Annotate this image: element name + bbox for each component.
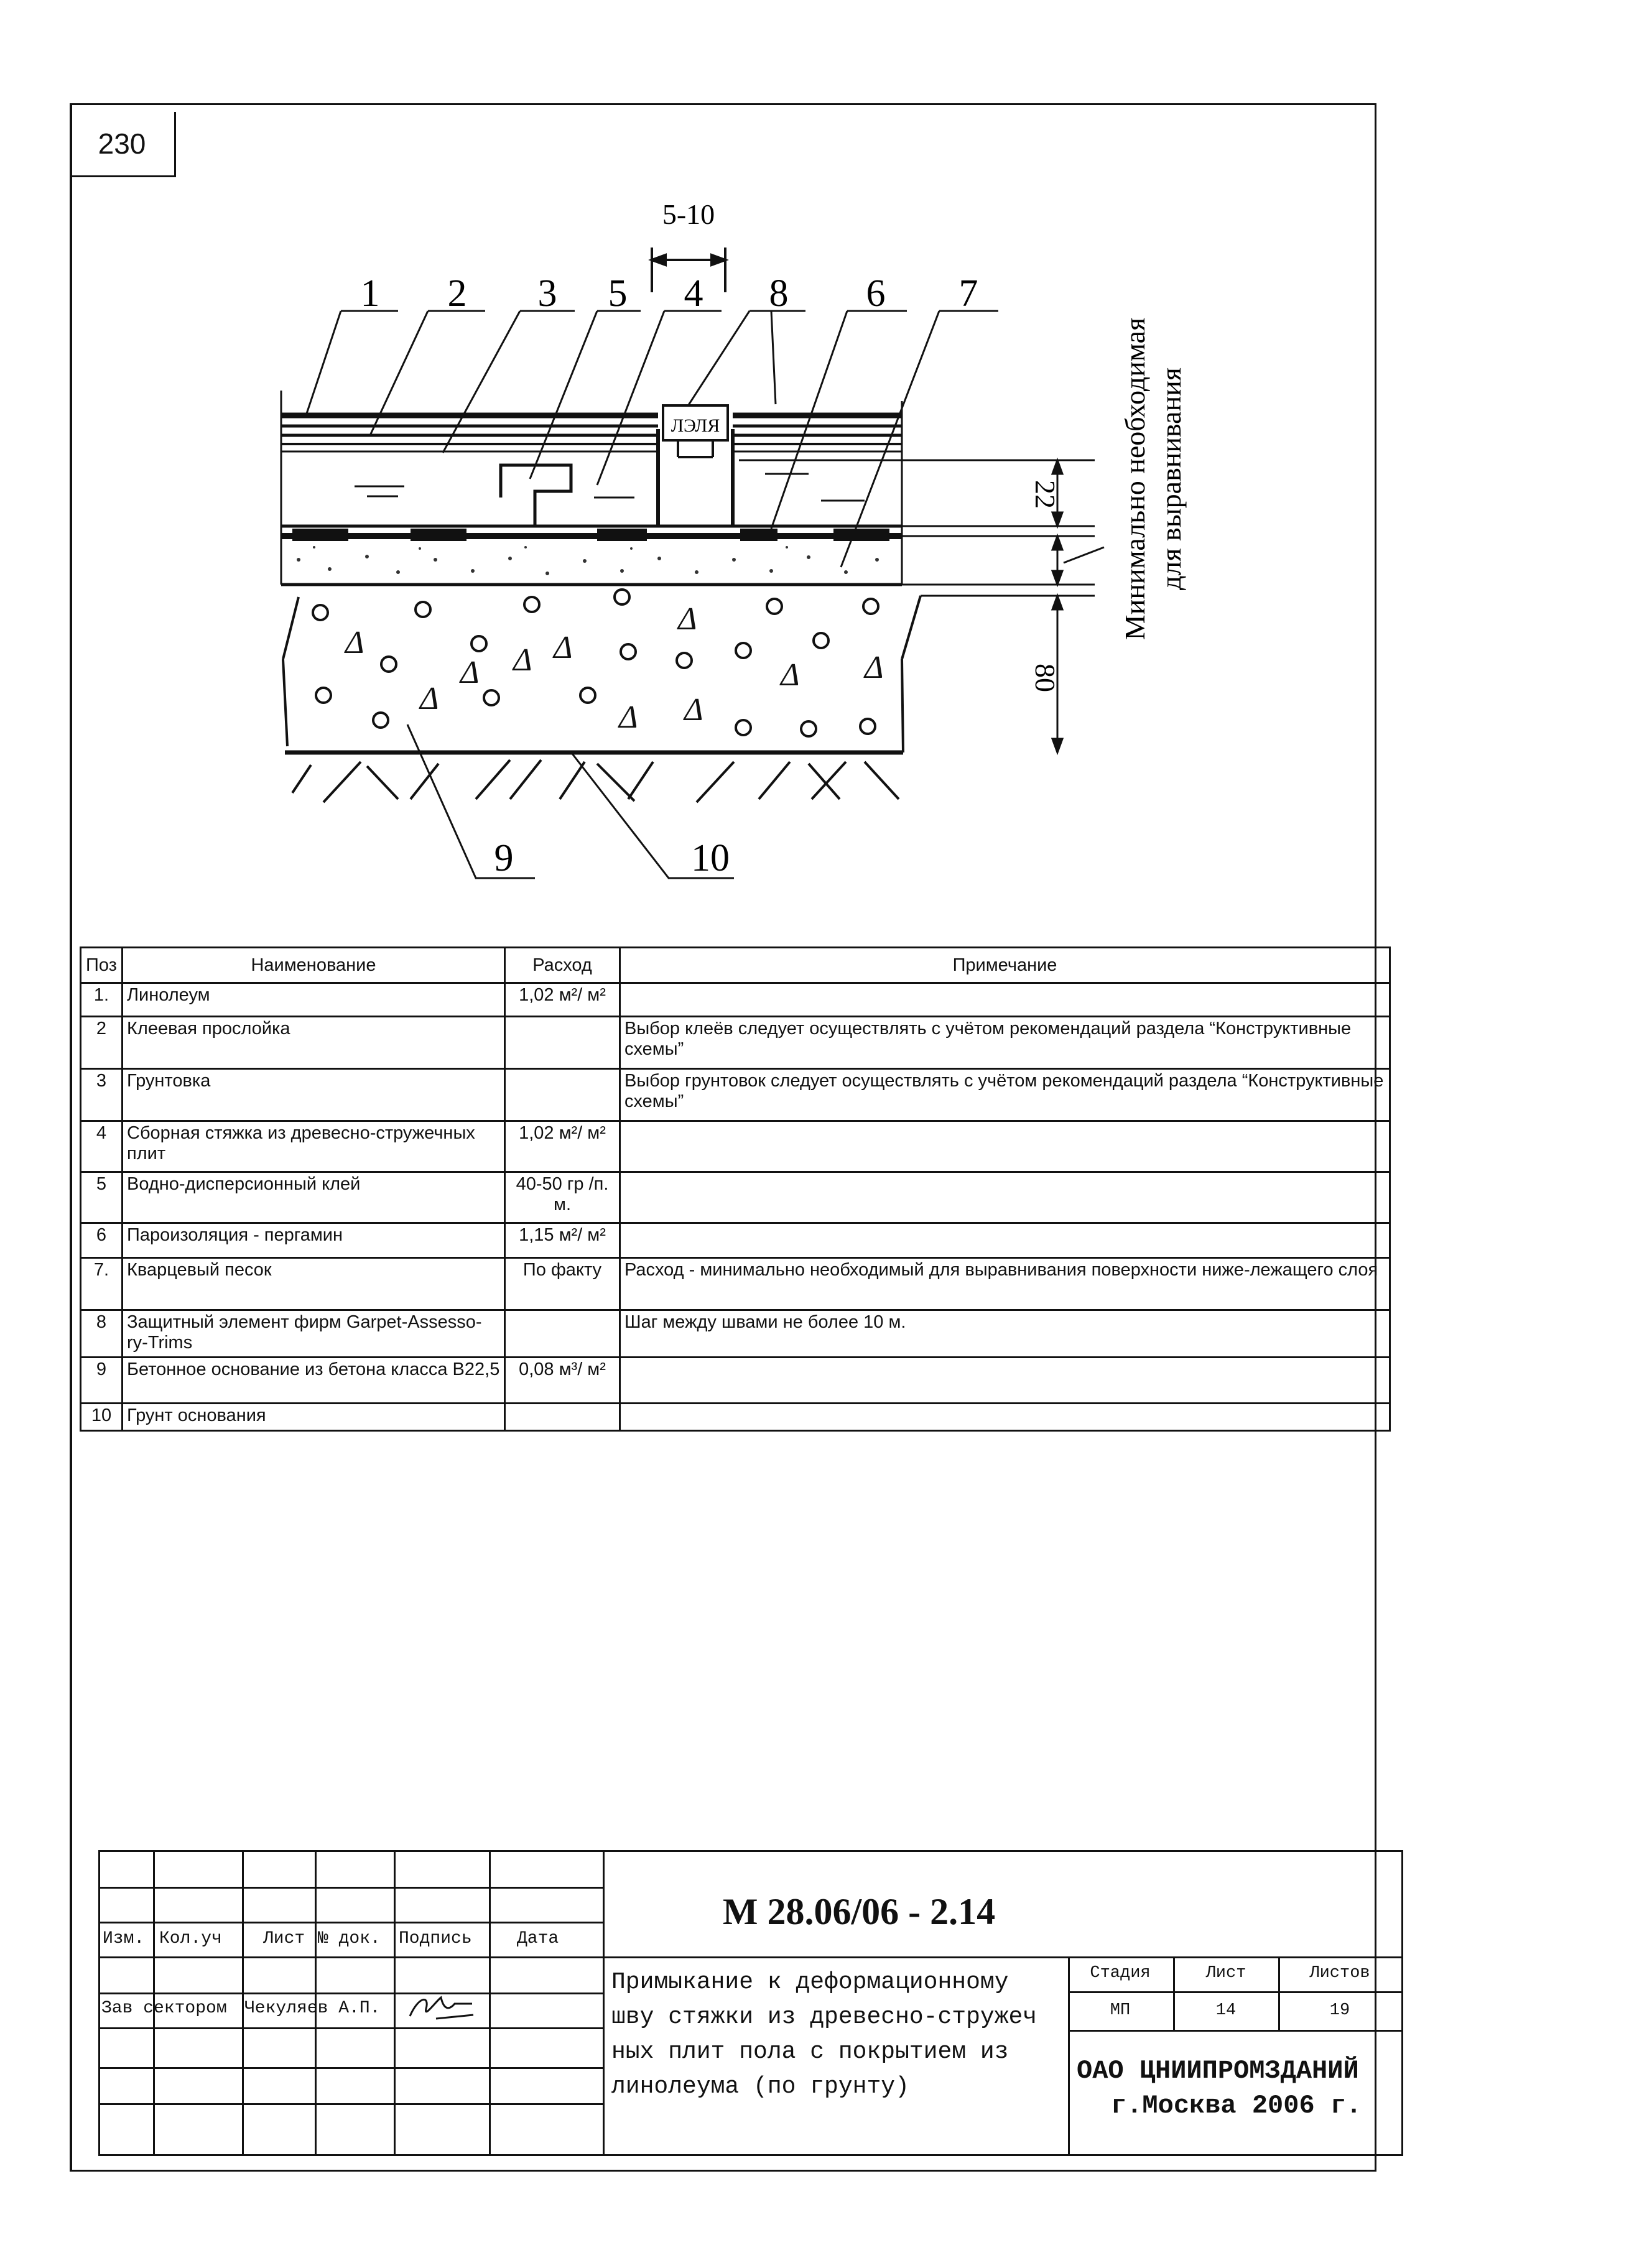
row-pos: 2 <box>81 1017 123 1069</box>
drawing-title <box>611 1965 1037 2104</box>
row-pos: 6 <box>81 1223 123 1258</box>
table-row <box>81 1121 1390 1172</box>
callout-7: 7 <box>958 272 978 315</box>
sheet-value: 14 <box>1215 2001 1237 2020</box>
person: Чекуляев А.П. <box>244 1999 381 2018</box>
svg-text:Δ: Δ <box>513 642 532 678</box>
table-header <box>81 948 1390 983</box>
table-row <box>81 1404 1390 1431</box>
row-pos: 4 <box>81 1121 123 1172</box>
row-pos: 7. <box>81 1258 123 1310</box>
svg-text:Δ: Δ <box>420 681 439 716</box>
row-rate: 0,08 м³/ м² <box>505 1358 620 1404</box>
header-rate: Расход <box>505 948 620 983</box>
signature <box>405 1990 480 2025</box>
header-pos: Поз <box>81 948 123 983</box>
row-name: Сборная стяжка из древесно-стружечных плит <box>123 1121 505 1172</box>
row-note <box>620 1172 1390 1223</box>
callout-6: 6 <box>866 272 886 315</box>
side-note-line1: Минимально необходимая <box>1119 317 1151 641</box>
row-note: Выбор грунтовок следует осуществлять с учётом рекомендаций раздела “Конструктивные схемы” <box>620 1069 1390 1121</box>
callout-3: 3 <box>537 272 557 315</box>
table-row <box>81 1017 1390 1069</box>
row-name: Защитный элемент фирм Garpet-Assesso-ry-Trims <box>123 1310 505 1358</box>
col-kolich: Кол.уч <box>159 1929 222 1948</box>
ground-hatch <box>292 760 899 802</box>
col-izm: Изм. <box>103 1929 145 1948</box>
row-pos: 8 <box>81 1310 123 1358</box>
col-list: Лист <box>263 1929 305 1948</box>
svg-text:Δ: Δ <box>684 692 703 728</box>
row-rate <box>505 1017 620 1069</box>
row-note: Выбор клеёв следует осуществлять с учётом рекомендаций раздела “Конструктивные схемы” <box>620 1017 1390 1069</box>
row-rate: 40-50 гр /п. м. <box>505 1172 620 1223</box>
stage-header: Стадия <box>1090 1964 1151 1983</box>
title-line: Примыкание к деформационному <box>611 1969 1009 1996</box>
svg-text:Δ: Δ <box>678 601 697 637</box>
row-name: Пароизоляция - пергамин <box>123 1223 505 1258</box>
row-name: Линолеум <box>123 983 505 1017</box>
col-doc: № док. <box>318 1929 381 1948</box>
row-pos: 1. <box>81 983 123 1017</box>
row-rate: 1,02 м²/ м² <box>505 1121 620 1172</box>
row-name: Бетонное основание из бетона класса В22,5 <box>123 1358 505 1404</box>
row-note <box>620 983 1390 1017</box>
table-row <box>81 983 1390 1017</box>
row-name: Водно-дисперсионный клей <box>123 1172 505 1223</box>
row-rate <box>505 1069 620 1121</box>
concrete-base <box>283 590 921 752</box>
city-year: г.Москва 2006 г. <box>1111 2091 1362 2121</box>
sheets-header: Листов <box>1309 1964 1370 1983</box>
table-row <box>81 1223 1390 1258</box>
gap-label: 5-10 <box>662 198 715 230</box>
profile-mark: ЛЭЛЯ <box>671 415 720 436</box>
row-note <box>620 1121 1390 1172</box>
specification-table <box>80 947 1391 1432</box>
row-pos: 3 <box>81 1069 123 1121</box>
callout-4: 4 <box>684 272 703 315</box>
title-block <box>98 1850 1403 2156</box>
row-rate <box>505 1404 620 1431</box>
callout-8: 8 <box>769 272 789 315</box>
row-name: Грунт основания <box>123 1404 505 1431</box>
svg-text:Δ: Δ <box>345 625 364 660</box>
callout-9: 9 <box>494 837 514 879</box>
table-row <box>81 1258 1390 1310</box>
row-rate: 1,02 м²/ м² <box>505 983 620 1017</box>
col-date: Дата <box>517 1929 559 1948</box>
header-name: Наименование <box>123 948 505 983</box>
dim-22: 22 <box>1029 480 1061 509</box>
floor-section-drawing <box>0 0 1629 933</box>
row-rate: По факту <box>505 1258 620 1310</box>
organization: ОАО ЦНИИПРОМЗДАНИЙ <box>1077 2056 1359 2086</box>
table-row <box>81 1358 1390 1404</box>
page-number: 230 <box>70 112 176 177</box>
callout-2: 2 <box>447 272 467 315</box>
row-name: Грунтовка <box>123 1069 505 1121</box>
callout-leaders <box>306 311 998 567</box>
row-pos: 10 <box>81 1404 123 1431</box>
row-note: Шаг между швами не более 10 м. <box>620 1310 1390 1358</box>
row-pos: 5 <box>81 1172 123 1223</box>
title-line: ных плит пола с покрытием из <box>611 2039 1009 2065</box>
title-line: линолеума (по грунту) <box>611 2073 909 2100</box>
role: Зав сектором <box>101 1999 227 2018</box>
bottom-leaders <box>407 724 734 878</box>
side-note-line2: для выравнивания <box>1155 368 1187 590</box>
title-line: шву стяжки из древесно-стружеч <box>611 2004 1037 2030</box>
aggregate-marks <box>344 601 884 735</box>
row-note <box>620 1223 1390 1258</box>
header-note: Примечание <box>620 948 1390 983</box>
svg-text:Δ: Δ <box>554 630 573 665</box>
row-note <box>620 1404 1390 1431</box>
table-row <box>81 1172 1390 1223</box>
row-note <box>620 1358 1390 1404</box>
table-row <box>81 1069 1390 1121</box>
row-name: Кварцевый песок <box>123 1258 505 1310</box>
callout-1: 1 <box>360 272 380 315</box>
dim-80: 80 <box>1029 664 1061 692</box>
callout-10: 10 <box>691 837 730 879</box>
row-note: Расход - минимально необходимый для выравнивания поверхности ниже-лежащего слоя <box>620 1258 1390 1310</box>
stage-value: МП <box>1110 2001 1131 2020</box>
svg-text:Δ: Δ <box>619 700 638 735</box>
row-name: Клеевая прослойка <box>123 1017 505 1069</box>
svg-text:Δ: Δ <box>865 650 884 685</box>
sheet-header: Лист <box>1205 1964 1246 1983</box>
row-rate <box>505 1310 620 1358</box>
table-row <box>81 1310 1390 1358</box>
svg-text:Δ: Δ <box>460 655 480 690</box>
document-code: М 28.06/06 - 2.14 <box>722 1891 996 1932</box>
sheets-value: 19 <box>1329 2001 1350 2020</box>
row-rate: 1,15 м²/ м² <box>505 1223 620 1258</box>
callout-5: 5 <box>608 272 628 315</box>
row-pos: 9 <box>81 1358 123 1404</box>
sand-dots <box>297 546 879 575</box>
col-signature: Подпись <box>399 1929 472 1948</box>
svg-text:Δ: Δ <box>781 657 800 693</box>
